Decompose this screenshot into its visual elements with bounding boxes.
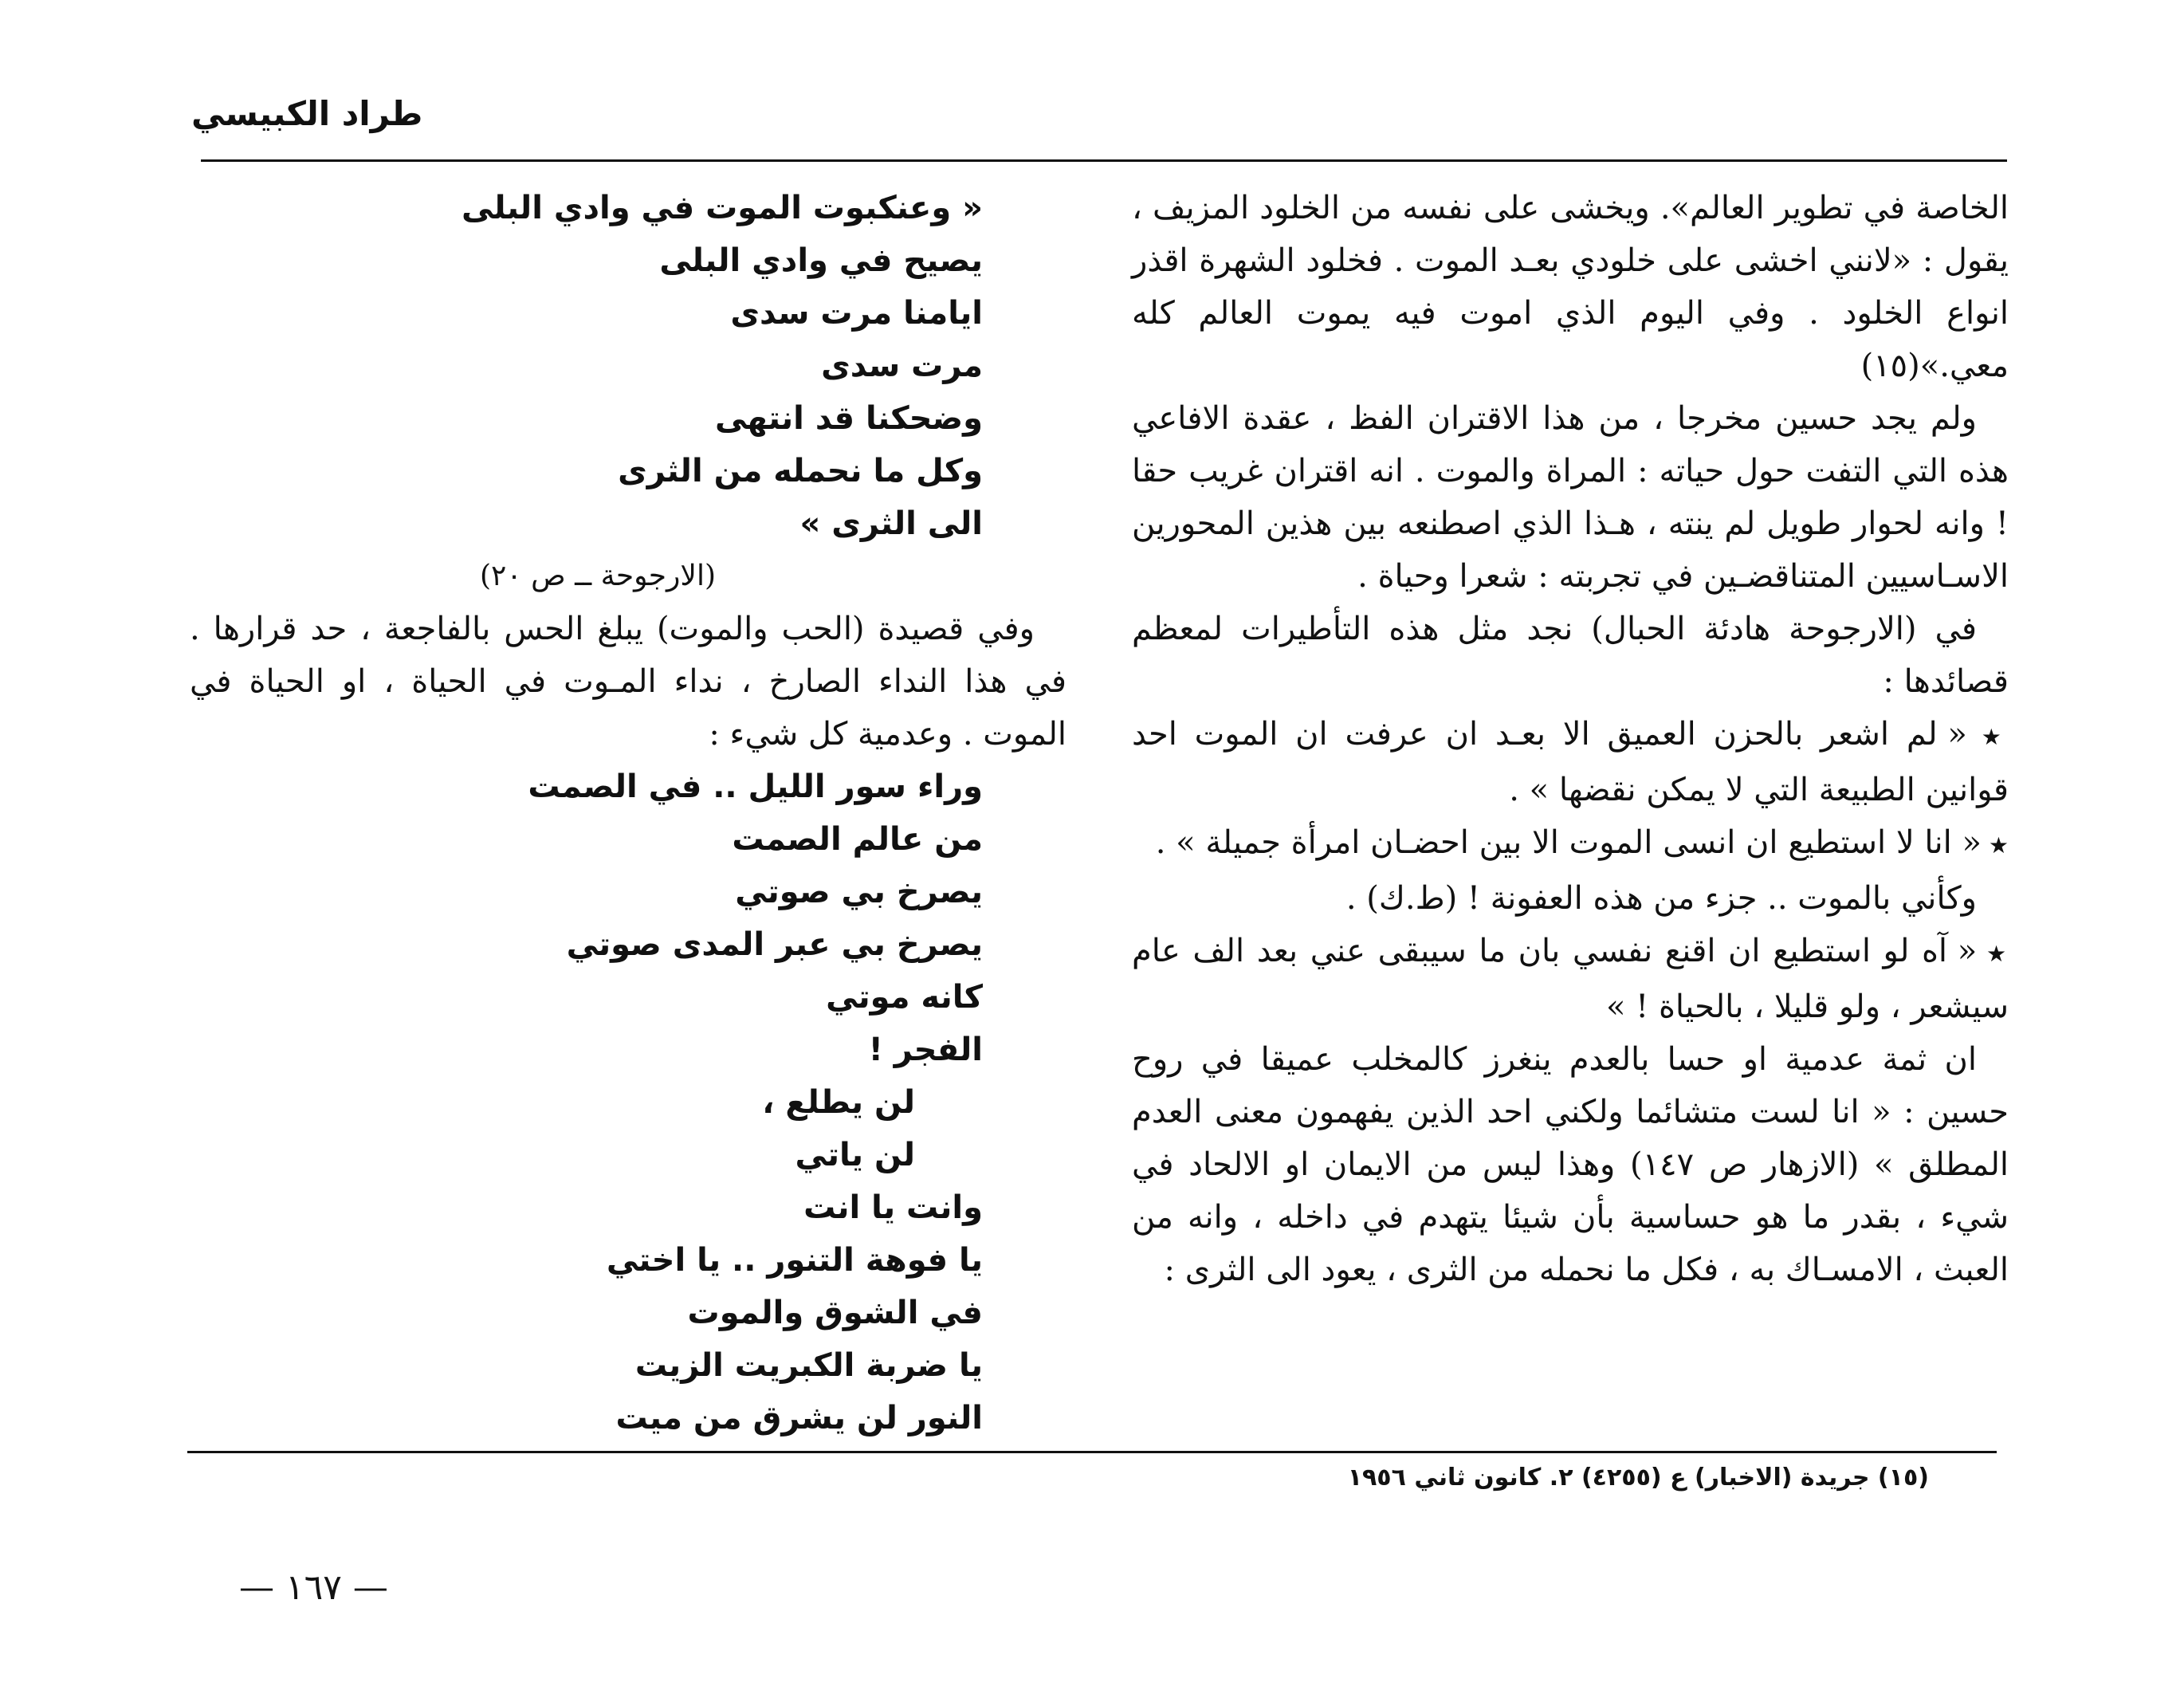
poem-line: يا ضربة الكبريت الزيت bbox=[634, 1347, 983, 1384]
poem-line: يصيح في وادي البلى bbox=[659, 242, 983, 279]
poem-line: الى الثرى » bbox=[799, 505, 983, 542]
poem-line: في الشوق والموت bbox=[687, 1295, 983, 1331]
paragraph: الخاصة في تطوير العالم». ويخشى على نفسه من الخلود المزيف ، يقول : «لانني اخشى على خلودي بعـد الموت . فخلود الشهرة اقذر انواع الخلود . وفي اليوم الذي اموت فيه يموت العالم كله معي.»(١٥) bbox=[1132, 190, 2009, 384]
poem-line: لن يطلع ، bbox=[762, 1084, 915, 1121]
page-number: — ١٦٧ — bbox=[239, 1567, 388, 1608]
poem-line: كانه موتي bbox=[826, 979, 983, 1016]
paragraph: وفي قصيدة (الحب والموت) يبلغ الحس بالفاجعة ، حد قرارها . في هذا النداء الصارخ ، نداء المـوت في الحياة ، او الحياة في الموت . وعدمية كل شيء : bbox=[190, 611, 1066, 753]
poem-line: مرت سدى bbox=[821, 348, 983, 384]
poem-line: يا فوهة التنور .. يا اختي bbox=[606, 1242, 983, 1279]
poem-line: يصرخ بي صوتي bbox=[735, 874, 983, 910]
poem-line: يصرخ بي عبر المدى صوتي bbox=[566, 926, 983, 963]
header-rule bbox=[201, 159, 2007, 162]
poem-line: وكل ما نحمله من الثرى bbox=[618, 453, 983, 489]
poem-citation: (الارجوحة ــ ص ٢٠) bbox=[479, 560, 716, 592]
starred-quote: ★ « انا لا استطيع ان انسى الموت الا بين احضـان امرأة جميلة » . bbox=[1132, 816, 2009, 872]
left-column bbox=[190, 182, 1066, 1444]
poem-line: النور لن يشرق من ميت bbox=[615, 1400, 983, 1436]
poem-line: من عالم الصمت bbox=[732, 821, 983, 858]
starred-quote: ★ « آه لو استطيع ان اقنع نفسي بان ما سيبقى عني بعد الف عام سيشعر ، ولو قليلا ، بالحياة ! » bbox=[1132, 925, 2009, 1033]
poem-line: وضحكنا قد انتهى bbox=[714, 400, 983, 437]
paragraph: وكأني بالموت .. جزء من هذه العفونة ! (ط.ك) . bbox=[1345, 880, 1977, 917]
poem-line: الفجر ! bbox=[868, 1032, 983, 1068]
poem-line: لن ياتي bbox=[795, 1137, 915, 1173]
poem-line: « وعنكبوت الموت في وادي البلى bbox=[462, 190, 983, 226]
poem-line: ايامنا مرت سدى bbox=[730, 295, 983, 332]
paragraph: ان ثمة عدمية او حسا بالعدم ينغرز كالمخلب عميقا في روح حسين : « انا لست متشائما ولكني احد الذين يفهمون معنى العدم المطلق » (الازهار ص ١٤٧) وهذا ليس من الايمان او الالحاد في شيء ، بقدر ما هو حساسية بأن شيئا يتهدم في داخله ، وانه من العبث ، الامسـاك به ، فكل ما نحمله من الثرى ، يعود الى الثرى : bbox=[1132, 1041, 2009, 1288]
running-title: طراد الكبيسي bbox=[191, 94, 423, 133]
starred-quote: ★ « لم اشعر بالحزن العميق الا بعـد ان عرفت ان الموت احد قوانين الطبيعة التي لا يمكن نقضها » . bbox=[1132, 708, 2009, 816]
footnote: (١٥) جريدة (الاخبار) ع (٤٢٥٥) ٢. كانون ثاني ١٩٥٦ bbox=[1347, 1464, 1929, 1492]
footnote-rule bbox=[187, 1451, 1997, 1453]
right-column bbox=[1132, 182, 2009, 1296]
paragraph: في (الارجوحة هادئة الحبال) نجد مثل هذه التأطيرات لمعظم قصائدها : bbox=[1132, 611, 2009, 700]
poem-line: وانت يا انت bbox=[803, 1189, 983, 1226]
paragraph: ولم يجد حسين مخرجا ، من هذا الاقتران الفظ ، عقدة الافاعي هذه التي التفت حول حياته : المراة والموت . انه اقتران غريب حقا ! وانه لحوار طويل لم ينته ، هـذا الذي اصطنعه بين هذين المحورين الاسـاسيين المتناقضـين في تجربته : شعرا وحياة . bbox=[1132, 400, 2009, 595]
poem-line: وراء سور الليل .. في الصمت bbox=[528, 768, 983, 805]
